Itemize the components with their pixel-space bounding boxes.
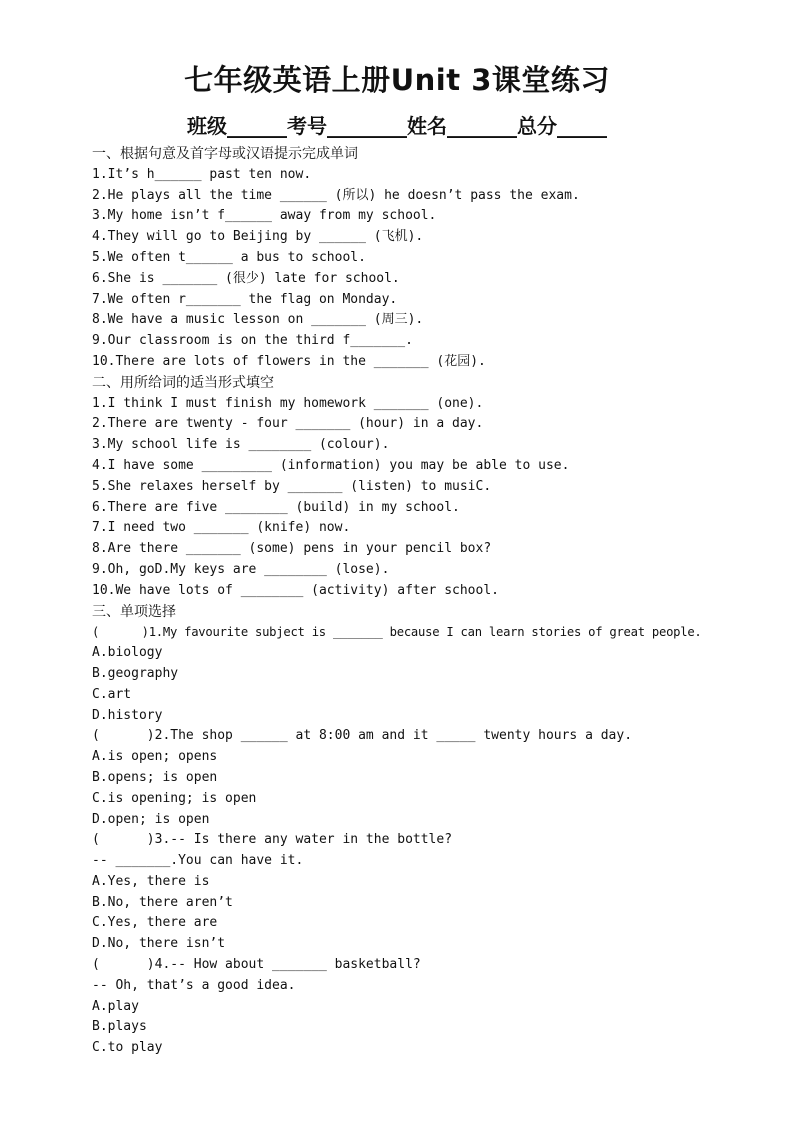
question-line: ( )2.The shop ______ at 8:00 am and it _____ twenty hours a day. <box>92 728 633 744</box>
question-line: ( )1.My favourite subject is _______ because I can learn stories of great people. <box>92 625 702 640</box>
worksheet-content <box>92 144 772 1059</box>
question-line: ( )4.-- How about _______ basketball? <box>92 957 421 973</box>
option-line: B.plays <box>92 1019 147 1035</box>
question-line: 3.My home isn’t f______ away from my school. <box>92 208 437 224</box>
question-line: 5.We often t______ a bus to school. <box>92 249 366 265</box>
question-line: 8.Are there _______ (some) pens in your pencil box? <box>92 541 492 557</box>
option-line: D.open; is open <box>92 811 210 827</box>
question-line: 4.I have some _________ (information) you may be able to use. <box>92 457 570 473</box>
option-line: B.opens; is open <box>92 769 218 785</box>
question-line: 1.I think I must finish my homework _______ (one). <box>92 395 484 411</box>
option-line: A.Yes, there is <box>92 873 210 889</box>
option-line: B.geography <box>92 665 179 681</box>
option-line: A.is open; opens <box>92 749 218 765</box>
question-line: 9.Our classroom is on the third f_______. <box>92 333 413 349</box>
question-line: 4.They will go to Beijing by ______ (飞机). <box>92 229 424 245</box>
page-title: 七年级英语上册Unit 3课堂练习 <box>184 63 610 97</box>
question-line: 2.There are twenty - four _______ (hour) in a day. <box>92 416 484 432</box>
question-line: 5.She relaxes herself by _______ (listen) to musiC. <box>92 478 492 494</box>
student-info-line: 班级______考号________姓名_______总分_____ <box>187 114 607 138</box>
question-line: 10.There are lots of flowers in the _______ (花园). <box>92 353 486 369</box>
question-line: 8.We have a music lesson on _______ (周三). <box>92 312 424 328</box>
question-line: 7.We often r_______ the flag on Monday. <box>92 291 398 307</box>
option-line: C.is opening; is open <box>92 790 257 806</box>
option-line: C.to play <box>92 1040 163 1056</box>
dialogue-line: -- _______.You can have it. <box>92 853 304 869</box>
option-line: A.play <box>92 998 139 1014</box>
section-heading-1: 一、根据句意及首字母或汉语提示完成单词 <box>92 146 358 162</box>
question-line: ( )3.-- Is there any water in the bottle? <box>92 832 453 848</box>
question-line: 1.It’s h______ past ten now. <box>92 166 312 182</box>
option-line: B.No, there aren’t <box>92 894 233 910</box>
option-line: C.Yes, there are <box>92 915 218 931</box>
question-line: 10.We have lots of ________ (activity) after school. <box>92 582 499 598</box>
question-line: 6.She is _______ (很少) late for school. <box>92 270 400 286</box>
option-line: C.art <box>92 686 132 702</box>
question-line: 2.He plays all the time ______ (所以) he doesn’t pass the exam. <box>92 187 580 203</box>
option-line: A.biology <box>92 645 163 661</box>
section-heading-3: 三、单项选择 <box>92 603 176 620</box>
question-line: 7.I need two _______ (knife) now. <box>92 520 351 536</box>
question-line: 9.Oh, goD.My keys are ________ (lose). <box>92 561 390 577</box>
option-line: D.history <box>92 707 163 723</box>
section-heading-2: 二、用所给词的适当形式填空 <box>92 374 274 391</box>
dialogue-line: -- Oh, that’s a good idea. <box>92 977 296 993</box>
option-line: D.No, there isn’t <box>92 936 226 952</box>
question-line: 6.There are five ________ (build) in my school. <box>92 499 460 515</box>
question-line: 3.My school life is ________ (colour). <box>92 437 390 453</box>
